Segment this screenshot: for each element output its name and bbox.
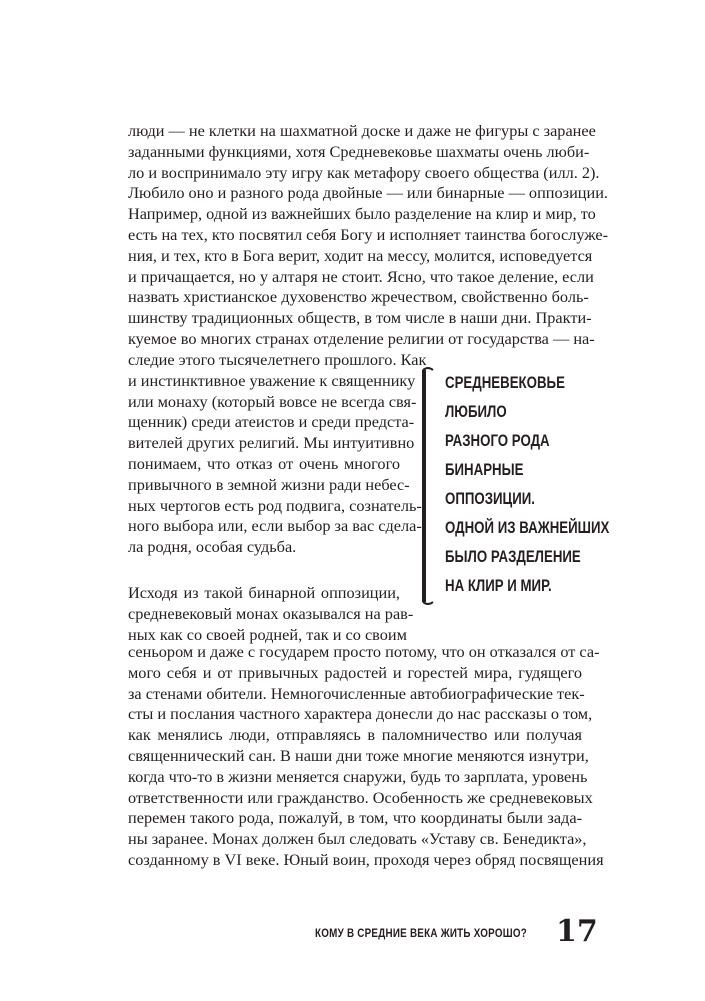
pull-quote-line: СРЕДНЕВЕКОВЬЕ xyxy=(445,373,565,392)
text-line: ных чертогов есть род подвига, сознатель- xyxy=(128,495,422,515)
pull-quote-line: БИНАРНЫЕ xyxy=(445,460,524,479)
text-line: ла родня, особая судьба. xyxy=(128,537,297,557)
pull-quote-line: ОДНОЙ ИЗ ВАЖНЕЙШИХ xyxy=(445,518,610,537)
text-line: назвать христианское духовенство жречеством, свойственно боль- xyxy=(128,287,589,307)
text-line: когда что-то в жизни меняется снаружи, будь то зарплата, уровень xyxy=(128,766,588,786)
text-line: за стенами обители. Немногочисленные автобиографические тек- xyxy=(128,683,585,703)
text-line: мого себя и от привычных радостей и горестей мира, гудящего xyxy=(128,662,582,682)
text-line: ния, и тех, кто в Бога верит, ходит на мессу, молится, исповедуется xyxy=(128,245,593,265)
text-line: средневековый монах оказывался на рав- xyxy=(128,603,414,623)
text-line: Исходя из такой бинарной оппозиции, xyxy=(128,583,400,602)
text-line: шинству традиционных обществ, в том числе в наши дни. Практи- xyxy=(128,308,592,328)
pull-quote-line: ЛЮБИЛО xyxy=(445,402,507,421)
text-line: Например, одной из важнейших было разделение на клир и мир, то xyxy=(128,204,596,224)
pull-quote-line: БЫЛО РАЗДЕЛЕНИЕ xyxy=(445,547,581,566)
text-line: ло и воспринимало эту игру как метафору своего общества (илл. 2). xyxy=(128,162,600,182)
text-line: люди — не клетки на шахматной доске и даже не фигуры с заранее xyxy=(128,121,596,140)
text-line: или монаху (который вовсе не всегда свя- xyxy=(128,391,417,411)
text-line: созданному в VI веке. Юный воин, проходя через обряд посвящения xyxy=(128,850,604,869)
text-line: есть на тех, кто посвятил себя Богу и исполняет таинства богослуже- xyxy=(128,225,609,244)
text-line: привычного в земной жизни ради небес- xyxy=(128,474,410,494)
pull-quote-line: РАЗНОГО РОДА xyxy=(445,431,550,450)
text-line: заданными функциями, хотя Средневековье шахматы очень люби- xyxy=(128,141,590,161)
text-line: сеньором и даже с государем просто потому, что он отказался от са- xyxy=(128,642,600,661)
text-line: ны заранее. Монах должен был следовать «Уставу св. Бенедикта», xyxy=(128,829,587,849)
running-title: КОМУ В СРЕДНИЕ ВЕКА ЖИТЬ ХОРОШО? xyxy=(315,926,528,940)
text-line: понимаем, что отказ от очень многого xyxy=(128,454,400,473)
text-line: и причащается, но у алтаря не стоит. Ясно, что такое деление, если xyxy=(128,266,594,286)
text-line: куемое во многих странах отделение религии от государства — на- xyxy=(128,329,595,348)
text-line: щенник) среди атеистов и среди предста- xyxy=(128,412,415,432)
pull-quote-line: НА КЛИР И МИР. xyxy=(445,576,552,595)
text-line: сты и послания частного характера донесли до нас рассказы о том, xyxy=(128,704,593,724)
text-line: вителей других религий. Мы интуитивно xyxy=(128,433,415,453)
text-line: ного выбора или, если выбор за вас сдела- xyxy=(128,516,422,536)
text-line: священнический сан. В наши дни тоже многие меняются изнутри, xyxy=(128,746,589,765)
text-line: и инстинктивное уважение к священнику xyxy=(128,370,416,390)
text-line: ных как со своей родней, так и со своим xyxy=(128,624,407,644)
text-line: как менялись люди, отправляясь в паломничество или получая xyxy=(128,725,582,745)
text-line: ответственности или гражданство. Особенность же средневековых xyxy=(128,787,593,807)
pull-quote-line: ОППОЗИЦИИ. xyxy=(445,489,535,508)
pull-quote-bracket xyxy=(420,366,434,606)
text-line: Любило оно и разного рода двойные — или бинарные — оппозиции. xyxy=(128,183,608,203)
page-number: 17 xyxy=(556,914,598,949)
text-line: следие этого тысячелетнего прошлого. Как xyxy=(128,350,427,369)
text-line: перемен такого рода, пожалуй, в том, что координаты были зада- xyxy=(128,808,582,828)
